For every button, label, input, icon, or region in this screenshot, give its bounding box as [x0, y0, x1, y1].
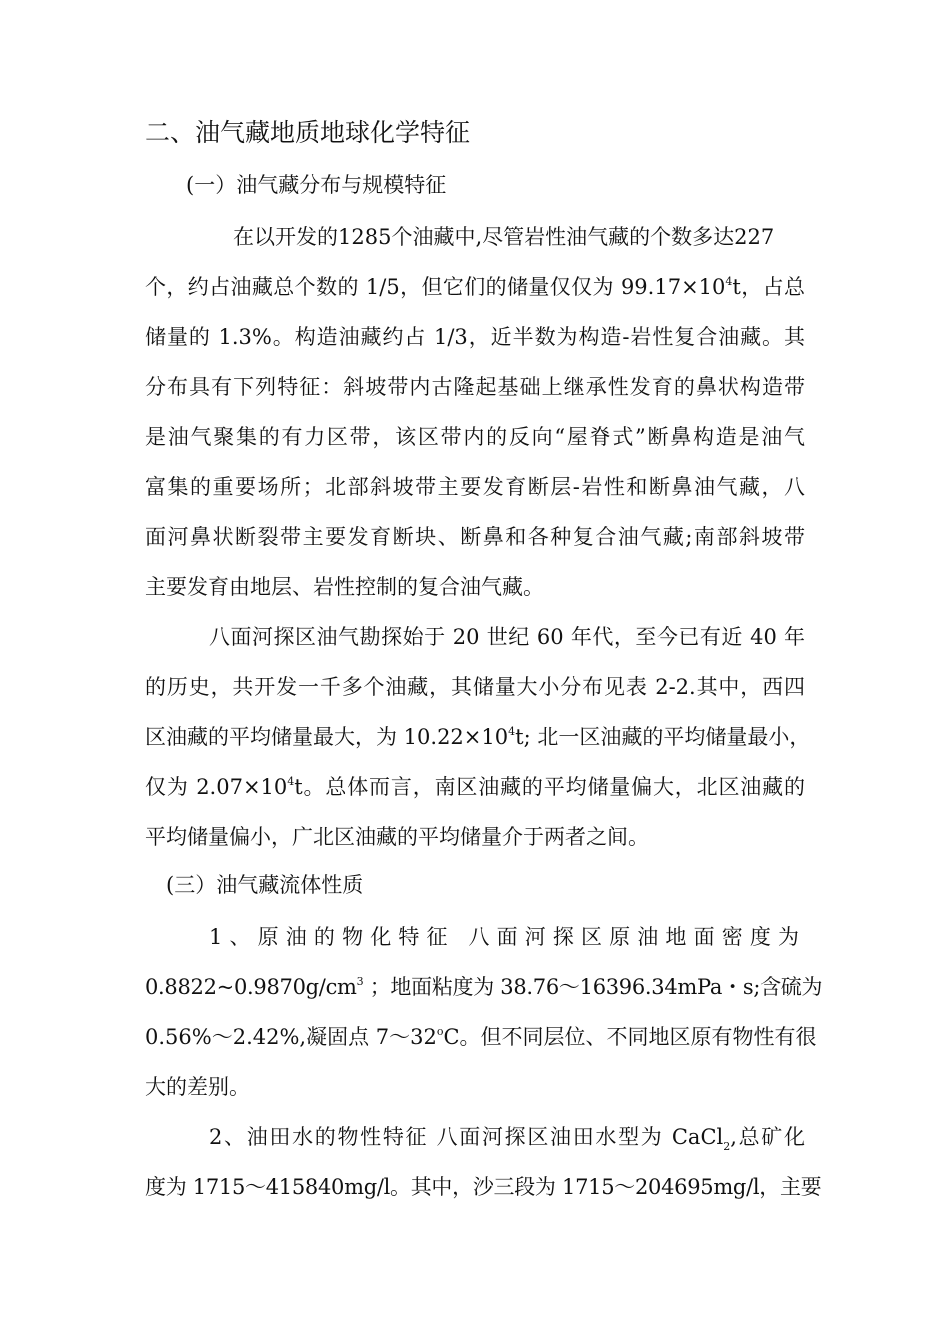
paragraph-line: 分布具有下列特征：斜坡带内古隆起基础上继承性发育的鼻状构造带	[145, 375, 805, 399]
section-heading: 二、油气藏地质地球化学特征	[145, 118, 471, 147]
paragraph-line: 1、原油的物化特征 八面河探区原油地面密度为	[209, 925, 805, 949]
paragraph-line: 是油气聚集的有力区带，该区带内的反向“屋脊式”断鼻构造是油气	[145, 425, 805, 449]
paragraph-line: 八面河探区油气勘探始于 20 世纪 60 年代，至今已有近 40 年	[209, 625, 805, 649]
paragraph-line: 大的差别。	[145, 1075, 250, 1099]
paragraph-line: 储量的 1.3%。构造油藏约占 1/3，近半数为构造-岩性复合油藏。其	[145, 325, 805, 349]
paragraph-line: 富集的重要场所；北部斜坡带主要发育断层-岩性和断鼻油气藏，八	[145, 475, 805, 499]
paragraph-line: 仅为 $2.07\times 10^4t$。总体而言，南区油藏的平均储量偏大，北区油藏的	[145, 775, 805, 799]
subsection-title-3: (三）油气藏流体性质	[166, 873, 364, 897]
paragraph-line: 在以开发的1285个油藏中,尽管岩性油气藏的个数多达227	[233, 225, 775, 249]
paragraph-line: 的历史，共开发一千多个油藏，其储量大小分布见表 2-2.其中，西四	[145, 675, 805, 699]
subsection-title-1: (一）油气藏分布与规模特征	[186, 173, 447, 197]
paragraph-line: 面河鼻状断裂带主要发育断块、断鼻和各种复合油气藏;南部斜坡带	[145, 525, 805, 549]
paragraph-line: $0.8822\sim 0.9870g/cm^3$ ；地面粘度为 38.76～16396.34mPa・s;含硫为	[145, 975, 823, 999]
paragraph-line: 个，约占油藏总个数的 1/5，但它们的储量仅仅为 $99.17\times 10^4t$，占总	[145, 275, 805, 299]
paragraph-line: 平均储量偏小，广北区油藏的平均储量介于两者之间。	[145, 825, 649, 849]
paragraph-line: 2、油田水的物性特征 八面河探区油田水型为 CaCl$_2$,总矿化	[209, 1125, 805, 1153]
paragraph-line: 区油藏的平均储量最大，为 $10.22\times 10^4t$; 北一区油藏的平均储量最小，	[145, 725, 811, 749]
paragraph-line: 主要发育由地层、岩性控制的复合油气藏。	[145, 575, 544, 599]
paragraph-line: 0.56%～2.42%,凝固点 7～32$^o$C。但不同层位、不同地区原有物性有很	[145, 1025, 817, 1049]
paragraph-line: 度为 1715～415840mg/l。其中，沙三段为 1715～204695mg/l，主要	[145, 1175, 822, 1199]
